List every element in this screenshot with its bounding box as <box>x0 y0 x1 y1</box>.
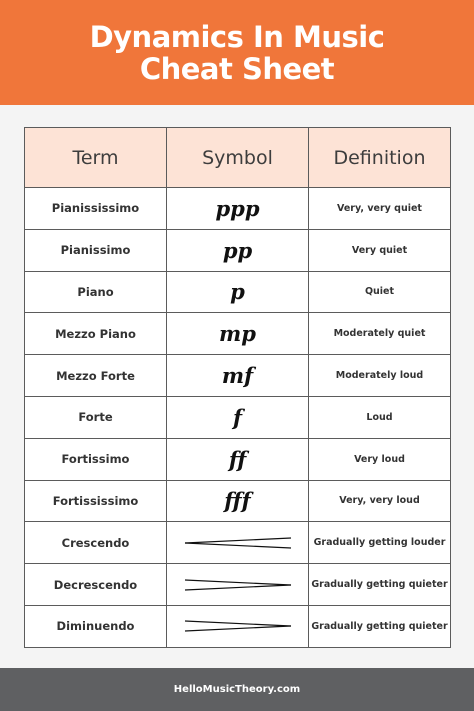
dynamics-table-container <box>24 127 450 647</box>
term-cell: Pianissimo <box>25 229 167 271</box>
footer-bar <box>0 668 474 711</box>
definition-cell: Gradually getting louder <box>309 522 451 564</box>
page-title-line-2: Cheat Sheet <box>139 51 335 86</box>
definition-cell: Loud <box>309 396 451 438</box>
table-row <box>25 313 451 355</box>
symbol-cell: fff <box>167 480 309 522</box>
decrescendo-hairpin-icon <box>183 578 293 592</box>
definition-cell: Very loud <box>309 438 451 480</box>
definition-cell: Gradually getting quieter <box>309 564 451 606</box>
definition-cell: Quiet <box>309 271 451 313</box>
crescendo-hairpin-icon <box>183 536 293 550</box>
decrescendo-hairpin-icon <box>183 619 293 633</box>
table-row <box>25 271 451 313</box>
column-header-term: Term <box>25 128 167 188</box>
definition-cell: Very, very loud <box>309 480 451 522</box>
term-cell: Diminuendo <box>25 605 167 647</box>
term-cell: Fortississimo <box>25 480 167 522</box>
term-cell: Mezzo Forte <box>25 355 167 397</box>
header-banner <box>0 0 474 105</box>
definition-cell: Moderately quiet <box>309 313 451 355</box>
symbol-cell <box>167 522 309 564</box>
symbol-cell: mp <box>167 313 309 355</box>
term-cell: Crescendo <box>25 522 167 564</box>
table-row <box>25 605 451 647</box>
definition-cell: Gradually getting quieter <box>309 605 451 647</box>
table-row <box>25 355 451 397</box>
column-header-definition: Definition <box>309 128 451 188</box>
table-row <box>25 480 451 522</box>
symbol-cell: ppp <box>167 188 309 230</box>
term-cell: Fortissimo <box>25 438 167 480</box>
term-cell: Mezzo Piano <box>25 313 167 355</box>
symbol-cell: pp <box>167 229 309 271</box>
definition-cell: Moderately loud <box>309 355 451 397</box>
table-row <box>25 396 451 438</box>
term-cell: Forte <box>25 396 167 438</box>
symbol-cell <box>167 605 309 647</box>
dynamics-table <box>24 127 451 648</box>
table-row <box>25 438 451 480</box>
table-row <box>25 229 451 271</box>
symbol-cell: f <box>167 396 309 438</box>
table-row <box>25 522 451 564</box>
footer-site-link[interactable]: HelloMusicTheory.com <box>173 684 301 695</box>
page-title-line-1: Dynamics In Music <box>89 19 385 54</box>
column-header-symbol: Symbol <box>167 128 309 188</box>
term-cell: Pianississimo <box>25 188 167 230</box>
symbol-cell: mf <box>167 355 309 397</box>
symbol-cell <box>167 564 309 606</box>
symbol-cell: ff <box>167 438 309 480</box>
definition-cell: Very, very quiet <box>309 188 451 230</box>
symbol-cell: p <box>167 271 309 313</box>
table-header-row <box>25 128 451 188</box>
term-cell: Decrescendo <box>25 564 167 606</box>
term-cell: Piano <box>25 271 167 313</box>
table-row <box>25 188 451 230</box>
definition-cell: Very quiet <box>309 229 451 271</box>
table-row <box>25 564 451 606</box>
